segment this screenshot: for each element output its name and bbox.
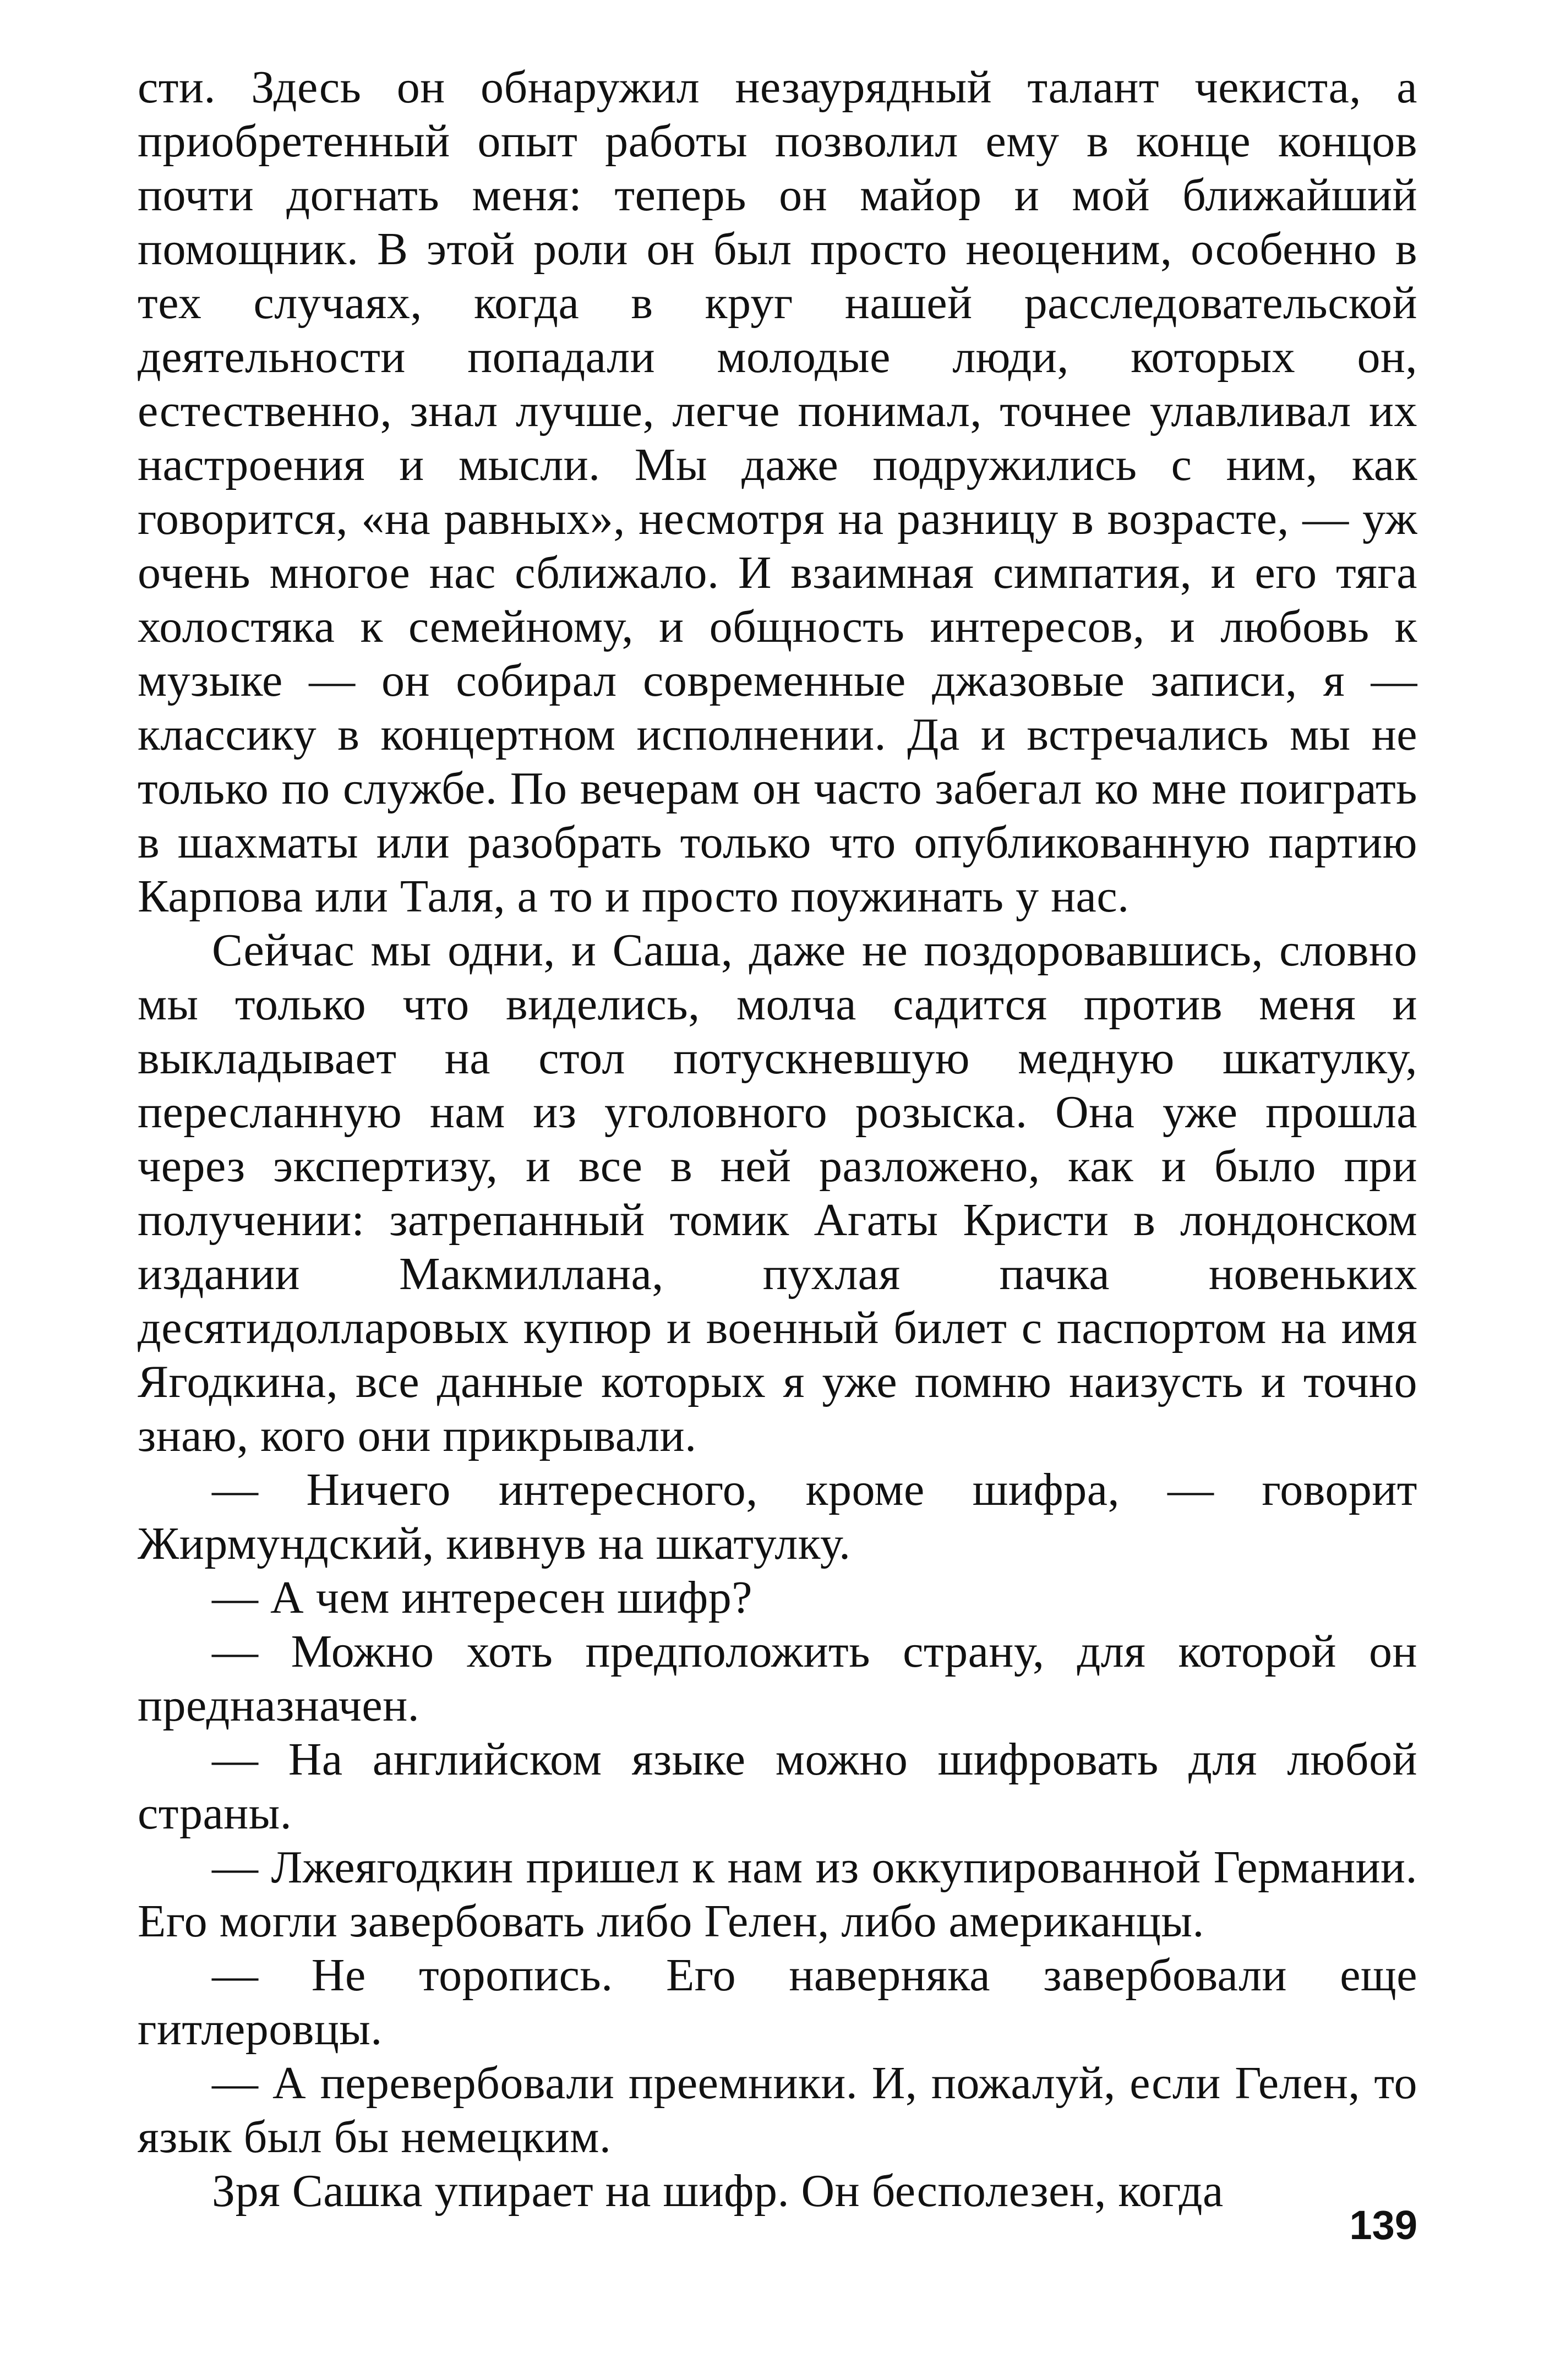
dialogue-line-5: — Лжеягодкин пришел к нам из оккупированной Германии. Его могли завербовать либо Гелен, либо американцы. bbox=[138, 1842, 1417, 1947]
paragraph-last: Зря Сашка упирает на шифр. Он бесполезен, когда bbox=[212, 2165, 1224, 2217]
dialogue-line-3: — Можно хоть предположить страну, для которой он предназначен. bbox=[138, 1626, 1417, 1731]
paragraph-2: Сейчас мы одни, и Саша, даже не поздоровавшись, словно мы только что виделись, молча садится против меня и выкладывает на стол потускневшую медную шкатулку, пересланную нам из уголовного розыска. Она уже прошла через экспертизу, и все в ней разложено, как и было при получении: затрепанный томик Агаты Кристи в лондонском издании Макмиллана, пухлая пачка новеньких десятидолларовых купюр и военный билет с паспортом на имя Ягодкина, все данные которых я уже помню наизусть и точно знаю, кого они прикрывали. bbox=[138, 925, 1417, 1461]
page-number: 139 bbox=[1349, 2202, 1417, 2248]
paragraph-1: сти. Здесь он обнаружил незаурядный талант чекиста, а приобретенный опыт работы позволил ему в конце концов почти догнать меня: теперь он майор и мой ближайший помощник. В этой роли он был просто неоценим, особенно в тех случаях, когда в круг нашей расследовательской деятельности попадали молодые люди, которых он, естественно, знал лучше, легче понимал, точнее улавливал их настроения и мысли. Мы даже подружились с ним, как говорится, «на равных», несмотря на разницу в возрасте, — уж очень многое нас сближало. И взаимная симпатия, и его тяга холостяка к семейному, и общность интересов, и любовь к музыке — он собирал современные джазовые записи, я — классику в концертном исполнении. Да и встречались мы не только по службе. По вечерам он часто забегал ко мне поиграть в шахматы или разобрать только что опубликованную партию Карпова или Таля, а то и просто поужинать у нас. bbox=[138, 62, 1417, 922]
dialogue-line-7: — А перевербовали преемники. И, пожалуй, если Гелен, то язык был бы немецким. bbox=[138, 2057, 1417, 2163]
dialogue-line-2: — А чем интересен шифр? bbox=[212, 1572, 753, 1623]
dialogue-line-6: — Не торопись. Его наверняка завербовали еще гитлеровцы. bbox=[138, 1950, 1417, 2055]
dialogue-line-4: — На английском языке можно шифровать для любой страны. bbox=[138, 1734, 1417, 1839]
dialogue-line-1: — Ничего интересного, кроме шифра, — говорит Жирмундский, кивнув на шкатулку. bbox=[138, 1464, 1417, 1569]
book-page-text bbox=[138, 61, 1417, 2218]
